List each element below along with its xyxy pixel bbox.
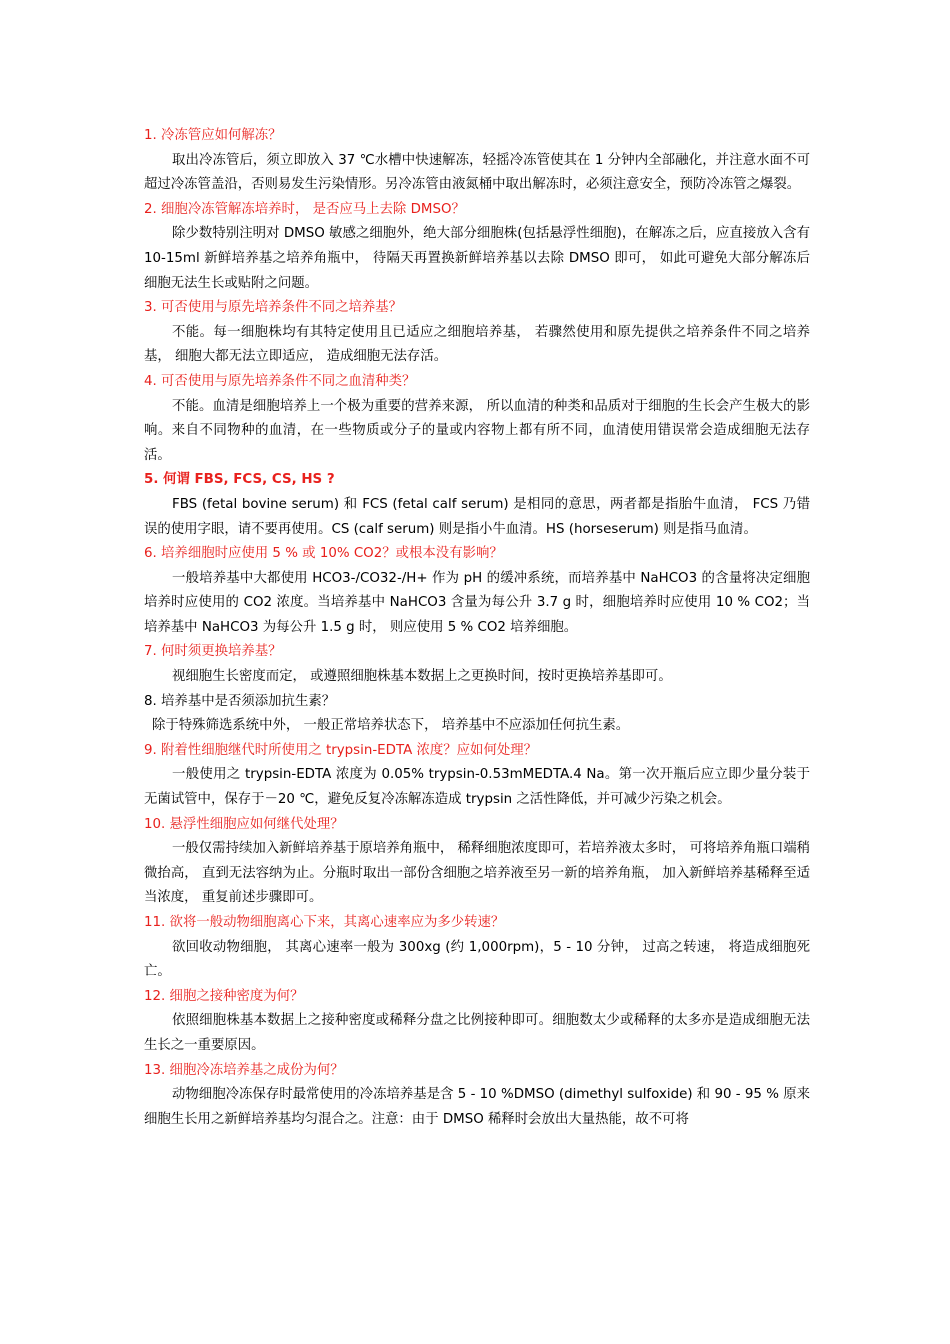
faq-answer-7: 视细胞生长密度而定， 或遵照细胞株基本数据上之更换时间，按时更换培养基即可。 — [172, 669, 672, 685]
faq-question-5: 5. 何谓 FBS, FCS, CS, HS ? — [144, 472, 335, 488]
faq-answer-12: 依照细胞株基本数据上之接种密度或稀释分盘之比例接种即可。细胞数太少或稀释的太多亦是造成细胞无法生长之一重要原因。 — [144, 1013, 810, 1053]
faq-answer-8: 除于特殊筛选系统中外， 一般正常培养状态下， 培养基中不应添加任何抗生素。 — [152, 718, 630, 734]
document-page — [144, 124, 810, 1132]
faq-answer-11: 欲回收动物细胞， 其离心速率一般为 300xg (约 1,000rpm)，5 - 10 分钟， 过高之转速， 将造成细胞死亡。 — [144, 939, 810, 980]
faq-question-11: 11. 欲将一般动物细胞离心下来，其离心速率应为多少转速？ — [144, 915, 505, 930]
faq-answer-6: 一般培养基中大都使用 HCO3-/CO32-/H+ 作为 pH 的缓冲系统，而培养基中 NaHCO3 的含量将决定细胞培养时应使用的 CO2 浓度。当培养基中 NaHCO3 含量为每公升 3.7 g 时，细胞培养时应使用 10 % CO2；当培养基中 NaHCO3 为每公升 1.5 g 时， 则应使用 5 % CO2 培养细胞。 — [144, 570, 810, 635]
faq-answer-10: 一般仅需持续加入新鲜培养基于原培养角瓶中， 稀释细胞浓度即可，若培养液太多时， 可将培养角瓶口端稍微抬高， 直到无法容纳为止。分瓶时取出一部份含细胞之培养液至另一新的培养角瓶， 加入新鲜培养基稀释至适当浓度， 重复前述步骤即可。 — [144, 841, 810, 906]
faq-answer-5: FBS (fetal bovine serum) 和 FCS (fetal calf serum) 是相同的意思，两者都是指胎牛血清， FCS 乃错误的使用字眼，请不要再使用。CS (calf serum) 则是指小牛血清。HS (horseserum) 则是指马血清。 — [144, 496, 810, 537]
faq-question-1: 1. 冷冻管应如何解冻？ — [144, 128, 282, 143]
faq-question-4: 4. 可否使用与原先培养条件不同之血清种类？ — [144, 373, 416, 389]
faq-question-3: 3. 可否使用与原先培养条件不同之培养基？ — [144, 300, 403, 316]
faq-answer-1: 取出冷冻管后，须立即放入 37 ℃水槽中快速解冻，轻摇冷冻管使其在 1 分钟内全部融化，并注意水面不可超过冷冻管盖沿，否则易发生污染情形。另冷冻管由液氮桶中取出解冻时，必须注意安全，预防冷冻管之爆裂。 — [144, 152, 810, 193]
faq-question-2: 2. 细胞冷冻管解冻培养时， 是否应马上去除 DMSO？ — [144, 201, 465, 217]
faq-answer-4: 不能。血清是细胞培养上一个极为重要的营养来源， 所以血清的种类和品质对于细胞的生长会产生极大的影响。来自不同物种的血清，在一些物质或分子的量或内容物上都有所不同，血清使用错误常会造成细胞无法存活。 — [144, 398, 810, 463]
faq-answer-3: 不能。每一细胞株均有其特定使用且已适应之细胞培养基， 若骤然使用和原先提供之培养条件不同之培养基， 细胞大都无法立即适应， 造成细胞无法存活。 — [144, 324, 810, 365]
faq-question-9: 9. 附着性细胞继代时所使用之 trypsin-EDTA 浓度？应如何处理？ — [144, 742, 538, 758]
faq-answer-9: 一般使用之 trypsin-EDTA 浓度为 0.05% trypsin-0.53mMEDTA.4 Na。第一次开瓶后应立即少量分装于无菌试管中，保存于－20 ℃，避免反复冷冻解冻造成 trypsin 之活性降低，并可减少污染之机会。 — [144, 767, 810, 808]
faq-question-7: 7. 何时须更换培养基？ — [144, 644, 282, 660]
faq-question-13: 13. 细胞冷冻培养基之成份为何？ — [144, 1062, 344, 1078]
faq-question-6: 6. 培养细胞时应使用 5 % 或 10% CO2？或根本没有影响？ — [144, 546, 503, 562]
faq-question-8: 8. 培养基中是否须添加抗生素？ — [144, 693, 336, 709]
faq-question-12: 12. 细胞之接种密度为何？ — [144, 988, 304, 1004]
faq-question-10: 10. 悬浮性细胞应如何继代处理？ — [144, 816, 344, 832]
faq-answer-13: 动物细胞冷冻保存时最常使用的冷冻培养基是含 5 - 10 %DMSO (dimethyl sulfoxide) 和 90 - 95 % 原来细胞生长用之新鲜培养基均匀混合之。注意：由于 DMSO 稀释时会放出大量热能，故不可将 — [144, 1087, 810, 1127]
faq-answer-2: 除少数特别注明对 DMSO 敏感之细胞外，绝大部分细胞株(包括悬浮性细胞)，在解冻之后，应直接放入含有 10-15ml 新鲜培养基之培养角瓶中， 待隔天再置换新鲜培养基以去除 DMSO 即可， 如此可避免大部分解冻后细胞无法生长或贴附之问题。 — [144, 226, 810, 291]
